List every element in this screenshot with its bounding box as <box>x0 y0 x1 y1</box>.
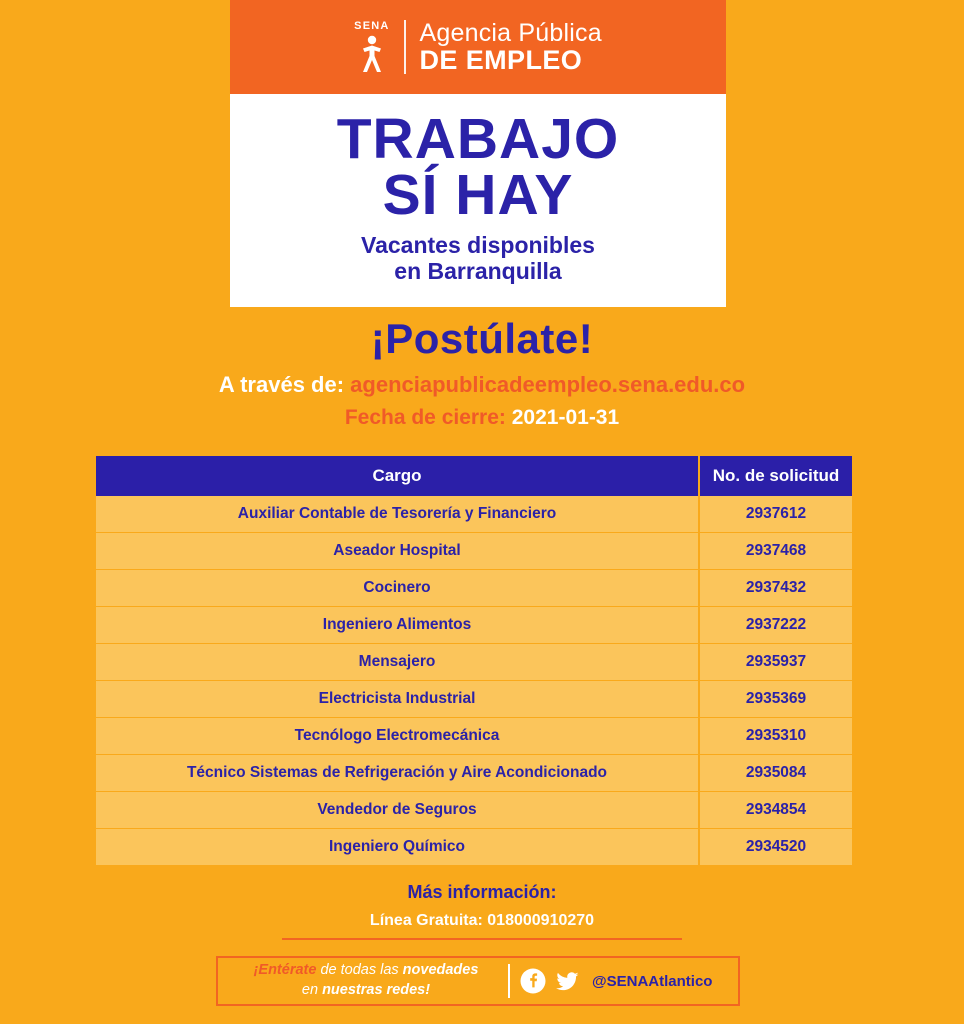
table-row <box>96 496 852 533</box>
application-url[interactable]: agenciapublicadeempleo.sena.edu.co <box>350 372 746 397</box>
twitter-icon[interactable] <box>554 968 580 994</box>
cell-solicitud: 2937432 <box>699 570 852 607</box>
cell-cargo: Ingeniero Químico <box>96 829 699 866</box>
social-message-part-4: en <box>301 982 323 998</box>
cell-solicitud: 2934520 <box>699 829 852 866</box>
table-row <box>96 718 852 755</box>
cell-solicitud: 2935937 <box>699 644 852 681</box>
brand-band <box>230 0 726 94</box>
logo-divider <box>404 20 406 74</box>
headline-line-1: TRABAJO <box>336 107 620 171</box>
social-divider <box>508 964 510 998</box>
cell-cargo: Electricista Industrial <box>96 681 699 718</box>
column-header-cargo: Cargo <box>96 456 699 496</box>
cell-solicitud: 2935310 <box>699 718 852 755</box>
social-bar <box>216 956 740 1006</box>
vacancies-table-wrapper <box>96 456 852 865</box>
postulate-title: ¡Postúlate! <box>370 315 594 362</box>
social-message <box>218 961 508 1000</box>
headline-line-2: SÍ HAY <box>382 163 574 228</box>
table-row <box>96 533 852 570</box>
cell-solicitud: 2937612 <box>699 496 852 533</box>
social-message-part-2: de todas las <box>316 962 403 979</box>
cell-cargo: Ingeniero Alimentos <box>96 607 699 644</box>
social-message-part-1: ¡Entérate <box>253 962 317 979</box>
table-row <box>96 607 852 644</box>
closing-date-line <box>0 406 964 430</box>
social-links <box>520 968 712 994</box>
vacancies-table <box>96 456 852 865</box>
subtitle-line-2: en Barranquilla <box>394 258 562 285</box>
table-row <box>96 792 852 829</box>
hotline-text: Línea Gratuita: 018000910270 <box>369 912 595 929</box>
cell-solicitud: 2937468 <box>699 533 852 570</box>
sena-wordmark: SENA <box>354 19 390 32</box>
header-card <box>230 0 726 307</box>
table-row <box>96 644 852 681</box>
cell-cargo: Aseador Hospital <box>96 533 699 570</box>
headline-block <box>230 94 726 307</box>
cell-cargo: Auxiliar Contable de Tesorería y Financiero <box>96 496 699 533</box>
cell-cargo: Mensajero <box>96 644 699 681</box>
table-row <box>96 570 852 607</box>
table-body <box>96 496 852 865</box>
cell-solicitud: 2935369 <box>699 681 852 718</box>
closing-date-label: Fecha de cierre: <box>344 406 512 429</box>
apply-via-label: A través de: <box>218 372 351 397</box>
footer-divider <box>282 938 682 940</box>
more-info-label: Más información: <box>407 882 557 902</box>
cell-cargo: Cocinero <box>96 570 699 607</box>
social-message-part-5: nuestras redes! <box>322 982 431 998</box>
cell-cargo: Técnico Sistemas de Refrigeración y Aire Acondicionado <box>96 755 699 792</box>
cell-cargo: Tecnólogo Electromecánica <box>96 718 699 755</box>
column-header-solicitud: No. de solicitud <box>699 456 852 496</box>
sena-emblem-icon <box>355 34 389 74</box>
agency-name <box>420 20 602 75</box>
subtitle-line-1: Vacantes disponibles <box>361 231 595 258</box>
table-header-row <box>96 456 852 496</box>
cell-solicitud: 2937222 <box>699 607 852 644</box>
apply-via-line <box>0 372 964 398</box>
cell-solicitud: 2935084 <box>699 755 852 792</box>
facebook-icon[interactable] <box>520 968 546 994</box>
sena-logo <box>354 21 389 74</box>
social-message-part-3: novedades <box>402 962 479 979</box>
table-row <box>96 681 852 718</box>
table-head <box>96 456 852 496</box>
cell-cargo: Vendedor de Seguros <box>96 792 699 829</box>
agency-line-2: DE EMPLEO <box>419 44 583 75</box>
social-handle[interactable]: @SENAAtlantico <box>592 972 713 990</box>
table-row <box>96 829 852 866</box>
closing-date-value: 2021-01-31 <box>511 406 620 429</box>
table-row <box>96 755 852 792</box>
call-to-action <box>0 315 964 430</box>
agency-line-1: Agencia Pública <box>419 18 602 47</box>
cell-solicitud: 2934854 <box>699 792 852 829</box>
